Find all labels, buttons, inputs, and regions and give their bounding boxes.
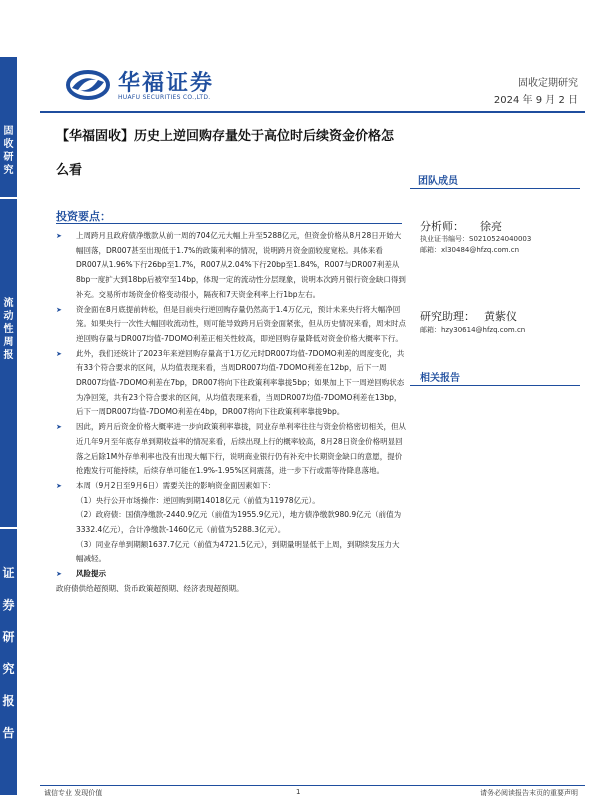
sidebar-divider <box>0 197 17 199</box>
bullet-arrow-icon: ➤ <box>56 481 62 490</box>
sidebar-label-middle <box>0 297 17 362</box>
key-point-text: 本周（9月2日至9月6日）需要关注的影响资金面因素如下： <box>76 480 276 490</box>
sidebar-divider <box>0 527 17 529</box>
bullet-arrow-icon: ➤ <box>56 232 62 240</box>
related-divider <box>410 385 580 386</box>
analyst-certificate: 执业证书编号：S0210524040003 <box>420 235 532 243</box>
team-divider <box>410 188 580 189</box>
related-reports-heading: 相关报告 <box>420 373 460 384</box>
report-title: 【华福固收】历史上逆回购存量处于高位时后续资金价格怎么看 <box>56 129 395 178</box>
key-point <box>56 347 406 421</box>
key-point-text: 资金面在8月底提前转松，但是目前央行逆回购存量仍然高于1.4万亿元，预计未来央行将大幅净回笼。如果央行一次性大幅回收流动性，则可能导致跨月后资金面紧张，但从历史情况来看，周末时点逆回购存量与DR007均值-7DOMO利差正相关性较高，即逆回购存量降低对资金价格大概率下行。 <box>76 304 406 343</box>
key-point <box>56 479 406 494</box>
bullet-arrow-icon: ➤ <box>56 349 62 358</box>
brand-name: 华福证券 <box>118 71 215 96</box>
risk-title: 风险提示 <box>76 569 106 579</box>
analyst-name: 徐亮 <box>480 220 502 233</box>
assistant-email[interactable]: 邮箱：hzy30614@hfzq.com.cn <box>420 326 526 334</box>
sidebar-char: 固 <box>3 126 14 137</box>
sub-point: （3）同业存单到期额1637.7亿元（前值为4721.5亿元），到期量明显低于上周，到期续发压力大幅减轻。 <box>76 539 400 564</box>
sidebar-char: 收 <box>3 139 14 150</box>
sidebar-char: 研 <box>3 152 14 163</box>
key-point-text: 因此，跨月后资金价格大概率进一步向政策利率靠拢，同业存单利率往往与资金价格密切相关，但从近几年9月至年底存单到期收益率的情况来看，后续出现上行的概率较高，8月28日资金价格明显回落之后除1M外存单利率也没有出现大幅下行，说明商业银行仍有补充中长期资金缺口的意愿，提价抢跑发行可能持续，后续存单可能在1.9%-1.95%区间震荡，进一步下行或需等待降息落地。 <box>76 422 406 476</box>
header-divider <box>40 111 585 113</box>
footer-slogan: 诚信专业 发现价值 <box>44 789 103 797</box>
brand-name-english: HUAFU SECURITIES CO.,LTD. <box>118 94 211 101</box>
sidebar-band <box>0 57 17 795</box>
sidebar-label-top <box>0 125 17 177</box>
key-point <box>56 303 406 347</box>
sub-point: （2）政府债：国债净缴款-2440.9亿元（前值为1955.9亿元），地方债净缴款980.9亿元（前值为3332.4亿元），合计净缴款-1460亿元（前值为5288.3亿元）。 <box>76 510 402 535</box>
key-points-list <box>56 229 406 597</box>
bullet-arrow-icon: ➤ <box>56 423 62 432</box>
sidebar-char: 周 <box>3 337 14 348</box>
sub-point: （1）央行公开市场操作：逆回购到期14018亿元（前值为11978亿元）。 <box>76 495 320 505</box>
analyst-role: 分析师： <box>420 220 464 233</box>
sidebar-label-bottom <box>0 557 17 749</box>
sidebar-char: 证 <box>2 566 15 580</box>
bullet-arrow-icon: ➤ <box>56 305 62 314</box>
sidebar-char: 研 <box>2 630 15 644</box>
team-section-heading: 团队成员 <box>418 176 458 187</box>
footer-disclaimer: 请务必阅读报告末页的重要声明 <box>480 789 578 797</box>
key-point-text: 上周跨月且政府债净缴款从前一周的704亿元大幅上升至5288亿元，但资金价格从8月28日开始大幅回落，DR007甚至出现低于1.7%的政策利率的情况，说明跨月资金面较度宽松。具体来看DR007从1.96%下行26bp至1.7%，R007从2.04%下行20bp至1.84%，R007与DR007利差从8bp一度扩大到18bp后被窄至14bp，体现一定的流动性分层现象，说明本次跨月银行资金缺口得到补充。交易所市场资金价格变动很小，隔夜和7天资金利率上行1bp左右。 <box>76 231 406 299</box>
risk-text: 政府债供给超预期、货币政策超预期、经济表现超预期。 <box>56 583 244 593</box>
company-logo-icon <box>66 70 110 100</box>
key-point-text: 此外，我们还统计了2023年来逆回购存量高于1万亿元时DR007均值-7DOMO利差的周度变化，共有33个符合要求的区间，从均值表现来看，当周DR007均值-7DOMO利差在12bp，后下一周DR007均值-7DOMO利差在7bp，DR007将向下往政策利率靠拢5bp；如果加上下一周逆回购状态为净回笼，共有23个符合要求的区间，从均值表现来看，当周DR007均值-7DOMO利差在13bp，后下一周DR007均值-7DOMO利差在4bp，DR007将向下往政策利率靠拢9bp。 <box>76 348 405 417</box>
bullet-arrow-icon: ➤ <box>56 570 62 579</box>
footer-divider <box>40 785 585 786</box>
analyst-email[interactable]: 邮箱：xl30484@hfzq.com.cn <box>420 246 520 254</box>
key-point <box>56 229 406 303</box>
sidebar-char: 券 <box>2 598 15 612</box>
sidebar-char: 究 <box>2 662 15 676</box>
assistant-name: 黄紫仪 <box>484 310 517 323</box>
key-points-heading: 投资要点： <box>56 210 111 223</box>
key-points-divider <box>56 223 402 224</box>
assistant-role: 研究助理： <box>420 310 475 323</box>
key-point <box>56 420 406 479</box>
report-date: 2024 年 9 月 2 日 <box>493 95 578 106</box>
sidebar-char: 报 <box>2 694 15 708</box>
sidebar-char: 究 <box>3 165 14 176</box>
report-type: 固收定期研究 <box>518 78 578 89</box>
sidebar-char: 告 <box>2 726 15 740</box>
page-number: 1 <box>296 788 301 796</box>
sidebar-char: 动 <box>3 311 14 322</box>
risk-heading <box>56 567 406 582</box>
sidebar-char: 性 <box>3 324 14 335</box>
sidebar-char: 流 <box>3 298 14 309</box>
sidebar-char: 报 <box>3 350 14 361</box>
